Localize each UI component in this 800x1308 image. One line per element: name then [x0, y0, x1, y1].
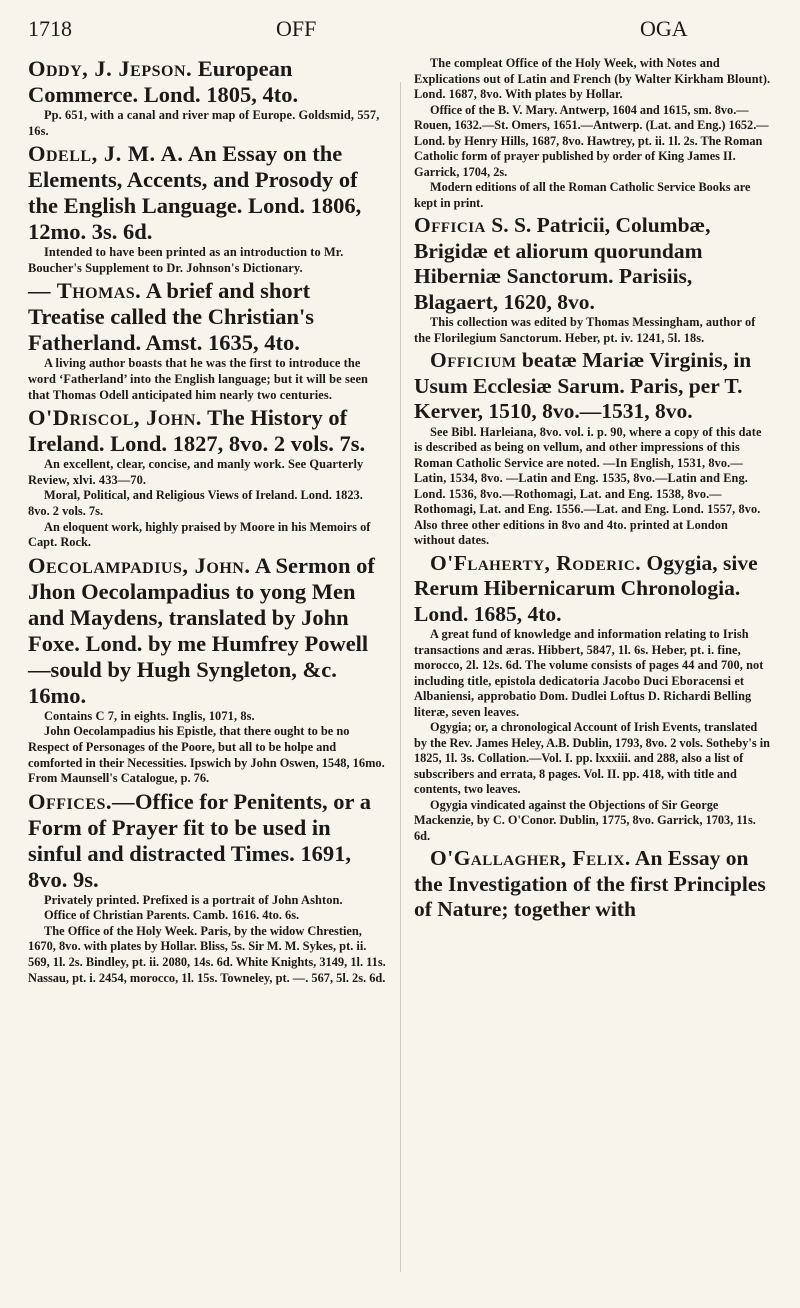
- entry-title: An Essay on the Elements, Accents, and Prosody of the English Language. Lond. 1806, 12mo. 3s. 6d.: [28, 141, 362, 245]
- entry-heading: [28, 56, 386, 108]
- entry-sub: Office of Christian Parents. Camb. 1616. 4to. 6s.: [44, 908, 300, 923]
- entry-title: European Commerce. Lond. 1805, 4to.: [28, 56, 299, 107]
- entry-author: Oddy, J. Jepson.: [28, 56, 193, 81]
- entry-author: Odell, J. M. A.: [28, 141, 184, 167]
- entry-note: A great fund of knowledge and information relating to Irish transactions and æras. Hibbert, 5847, 1l. 6s. Heber, pt. i. fine, morocco, 2l. 12s. 6d. The volume consists of pages 44 and 700, not including title, epistola dedicatoria Jacobo Duci Eboracensi et Albaniensi, approbatio Dom. Dudlei Loftus D. Richardi Belling literæ, seven leaves.: [414, 627, 764, 719]
- entry-note: An excellent, clear, concise, and manly work. See Quarterly Review, xlvi. 433—70.: [28, 457, 364, 487]
- entry-heading: [28, 789, 386, 893]
- entry-heading: [414, 348, 772, 425]
- entry-author: O'Flaherty, Roderic.: [430, 550, 642, 575]
- entry-officia: [414, 213, 772, 346]
- entry-author: Oecolampadius, John.: [28, 552, 251, 578]
- entry-sub: John Oecolampadius his Epistle, that there ought to be no Respect of Personages of the Poore, but all to be holpe and comforted in their Necessities. Ipswich by John Oswen, 1548, 16mo. From Maunsell's Catalogue, p. 76.: [28, 724, 385, 786]
- entry-note: Privately printed. Prefixed is a portrait of John Ashton.: [44, 892, 343, 907]
- left-column: [28, 56, 386, 988]
- entry-note: Intended to have been printed as an introduction to Mr. Boucher's Supplement to Dr. Johnson's Dictionary.: [28, 245, 344, 275]
- entry-offices: [28, 789, 386, 987]
- entry-oecolampadius: [28, 553, 386, 787]
- entry-title: Ogygia, sive Rerum Hibernicarum Chronologia. Lond. 1685, 4to.: [414, 550, 758, 626]
- entry-ogallagher: [414, 846, 772, 923]
- entry-sub: Ogygia; or, a chronological Account of Irish Events, translated by the Rev. James Heley, A.B. Dublin, 1793, 8vo. 2 vols. Sotheby's in 1825, 1l. 3s. Collation.—Vol. I. pp. lxxxiii. and 288, also a list of subscribers and errata, 8 pages. Vol. II. pp. 418, with title and contents, two leaves.: [414, 720, 770, 796]
- header-right-word: OGA: [640, 16, 688, 41]
- entry-author: — Thomas.: [28, 278, 142, 304]
- entry-author: Offices.—: [28, 788, 136, 814]
- entry-heading: [414, 551, 772, 628]
- entry-note: See Bibl. Harleiana, 8vo. vol. i. p. 90, where a copy of this date is described as being on vellum, and other impressions of this Roman Catholic Service are noted. —In English, 1531, 8vo.—Latin, 1534, 8vo. —Latin and Eng. 1535, 8vo.—Latin and Eng. Lond. 1536, 8vo.—Rothomagi, Lat. and Eng. 1538, 8vo.—Rothomagi, Lat. and Eng. 1556.—Lat. and Eng. Lond. 1557, 8vo. Also three other editions in 8vo and 4to. printed at London without dates.: [414, 424, 762, 547]
- entry-author: Officium: [430, 348, 517, 372]
- entry-subnote: Modern editions of all the Roman Catholic Service Books are kept in print.: [414, 180, 751, 210]
- entry-title: The History of Ireland. Lond. 1827, 8vo. 2 vols. 7s.: [28, 405, 366, 457]
- entry-sub: Moral, Political, and Religious Views of Ireland. Lond. 1823. 8vo. 2 vols. 7s.: [28, 488, 363, 518]
- entry-heading: [28, 405, 386, 457]
- entry-subnote: Ogygia vindicated against the Objections of Sir George Mackenzie, by C. O'Conor. Dublin, 1775, 8vo. Garrick, 1703, 11s. 6d.: [414, 797, 756, 843]
- entry-title: S. S. Patricii, Columbæ, Brigidæ et aliorum quorundam Hiberniæ Sanctorum. Parisiis, Blagaert, 1620, 8vo.: [414, 213, 711, 314]
- entry-heading: [28, 278, 386, 356]
- page-header: [0, 16, 800, 46]
- entry-title: beatæ Mariæ Virginis, in Usum Ecclesiæ Sarum. Paris, per T. Kerver, 1510, 8vo.—1531, 8vo.: [414, 348, 752, 423]
- entry-officium: [414, 348, 772, 549]
- entry-author: O'Driscol, John.: [28, 405, 202, 431]
- entry-title: A Sermon of Jhon Oecolampadius to yong Men and Maydens, translated by John Foxe. Lond. by me Humfrey Powell—sould by Hugh Syngleton, &c. 16mo.: [28, 552, 375, 708]
- entry-title: An Essay on the Investigation of the first Principles of Nature; together with: [414, 846, 766, 921]
- entry-subnote: An eloquent work, highly praised by Moore in his Memoirs of Capt. Rock.: [28, 519, 371, 550]
- entry-note: A living author boasts that he was the first to introduce the word ‘Fatherland’ into the English language; but it will be seen that Thomas Odell anticipated him nearly two centuries.: [28, 356, 369, 402]
- entry-odell-thomas: [28, 278, 386, 403]
- entry-sub: Office of the B. V. Mary. Antwerp, 1604 and 1615, sm. 8vo.—Rouen, 1632.—St. Omers, 1651.—Antwerp. (Lat. and Eng.) 1652.—Lond. by Henry Hills, 1687, 8vo. Hawtrey, pt. ii. 1l. 2s. The Roman Catholic form of prayer published by order of King James II. Garrick, 1704, 2s.: [414, 102, 769, 179]
- entry-note: Pp. 651, with a canal and river map of Europe. Goldsmid, 557, 16s.: [28, 108, 380, 138]
- entry-heading: [414, 846, 772, 923]
- header-left-word: OFF: [276, 16, 317, 41]
- entry-odell-jma: [28, 141, 386, 276]
- entry-note: Contains C 7, in eights. Inglis, 1071, 8s.: [44, 708, 255, 723]
- entry-subnote: The Office of the Holy Week. Paris, by the widow Chrestien, 1670, 8vo. with plates by Hollar. Bliss, 5s. Sir M. M. Sykes, pt. ii. 569, 1l. 2s. Bindley, pt. ii. 2080, 14s. 6d. White Knights, 3149, 1l. 11s. Nassau, pt. i. 2454, morocco, 1l. 15s. Towneley, pt. —. 567, 5l. 2s. 6d.: [28, 923, 386, 985]
- entry-title: Office for Penitents, or a Form of Prayer fit to be used in sinful and distracted Times. 1691, 8vo. 9s.: [28, 788, 372, 892]
- entry-heading: [414, 213, 772, 315]
- entry-holy-week-cont: [414, 56, 772, 211]
- entry-note: The compleat Office of the Holy Week, with Notes and Explications out of Latin and French (by Walter Kirkham Blount). Lond. 1687, 8vo. With plates by Hollar.: [414, 56, 771, 101]
- entry-author: O'Gallagher, Felix.: [430, 846, 631, 870]
- right-column: [414, 56, 772, 925]
- entry-oflaherty: [414, 551, 772, 845]
- entry-title: A brief and short Treatise called the Christian's Fatherland. Amst. 1635, 4to.: [28, 278, 315, 356]
- entry-heading: [28, 141, 386, 245]
- entry-odriscol: [28, 405, 386, 551]
- entry-author: Officia: [414, 213, 486, 237]
- entry-note: This collection was edited by Thomas Messingham, author of the Florilegium Sanctorum. Heber, pt. iv. 1241, 5l. 18s.: [414, 315, 756, 345]
- page-number: 1718: [28, 16, 72, 41]
- entry-oddy: [28, 56, 386, 139]
- column-divider: [400, 82, 401, 1272]
- entry-heading: [28, 553, 386, 709]
